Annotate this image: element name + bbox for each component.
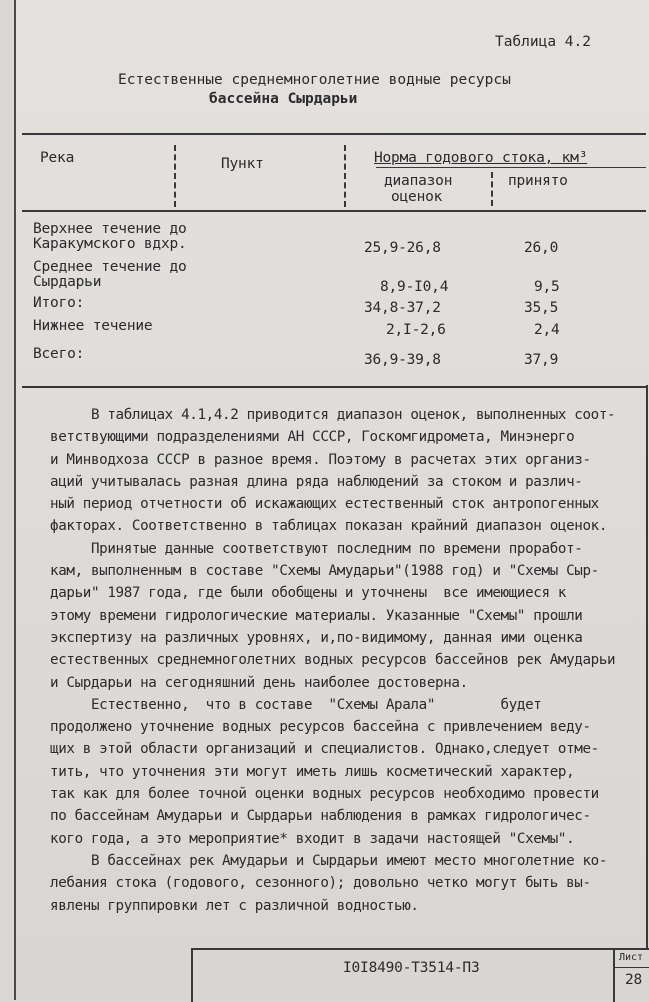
body-line: по бассейнам Амударьи и Сырдарьи наблюдения в рамках гидрологичес- [50, 808, 591, 825]
table-caption: Таблица 4.2 [494, 34, 591, 50]
header-point: Пункт [221, 156, 264, 172]
row-accepted: 26,0 [524, 240, 559, 256]
table-title-line-1: Естественные среднемноголетние водные ресурсы [118, 72, 511, 88]
row-label-cont: Каракумского вдхр. [33, 236, 187, 252]
body-text [50, 404, 646, 917]
body-line: кам, выполненным в составе "Схемы Амударьи"(1988 год) и "Схемы Сыр- [50, 563, 599, 580]
body-line: Естественно, что в составе "Схемы Арала" будет [50, 696, 542, 713]
row-range: 8,9-I0,4 [380, 279, 449, 295]
row-label: Верхнее течение до [33, 221, 187, 237]
header-river: Река [40, 150, 75, 166]
header-range-2: оценок [391, 189, 443, 205]
column-divider-1 [174, 145, 176, 207]
norm-subheader-rule [376, 167, 646, 168]
body-line: В таблицах 4.1,4.2 приводится диапазон оценок, выполненных соот- [50, 407, 616, 423]
header-range: диапазон [384, 173, 453, 189]
row-label: Итого: [33, 295, 85, 311]
body-line: ветствующими подразделениями АН СССР, Госкомгидромета, Минэнерго [50, 429, 575, 446]
body-line: тить, что уточнения эти могут иметь лишь косметический характер, [50, 763, 575, 780]
sheet-label: Лист [619, 952, 644, 963]
body-line: лебания стока (годового, сезонного); довольно четко могут быть вы- [50, 875, 591, 892]
row-label: Всего: [33, 346, 85, 362]
sheet-number: 28 [625, 972, 643, 988]
document-page [14, 0, 649, 1000]
row-label: Среднее течение до [33, 259, 187, 275]
title-block [191, 948, 649, 1002]
header-accepted: принято [508, 173, 568, 189]
body-line: факторах. Соответственно в таблицах показан крайний диапазон оценок. [50, 518, 608, 535]
row-accepted: 2,4 [534, 322, 560, 338]
row-range: 34,8-37,2 [364, 300, 441, 316]
table-bottom-rule [22, 386, 646, 388]
body-line: Принятые данные соответствуют последним по времени проработ- [50, 540, 583, 557]
row-accepted: 9,5 [534, 279, 560, 295]
body-line: продолжено уточнение водных ресурсов бассейна с привлечением веду- [50, 719, 591, 736]
row-range: 36,9-39,8 [364, 352, 441, 368]
body-line: и Сырдарьи на сегодняшний день наиболее достоверна. [50, 674, 468, 691]
body-line: дарьи" 1987 года, где были обобщены и уточнены все имеющиеся к [50, 585, 567, 602]
column-divider-3 [491, 172, 493, 206]
body-line: естественных среднемноголетних водных ресурсов бассейнов рек Амударьи [50, 652, 616, 669]
body-line: аций учитывалась разная длина ряда наблюдений за стоком и различ- [50, 473, 583, 490]
body-line: этому времени гидрологические материалы. Указанные "Схемы" прошли [50, 607, 583, 624]
body-line: щих в этой области организаций и специалистов. Однако,следует отме- [50, 741, 599, 758]
body-line: ный период отчетности об искажающих естественный сток антропогенных [50, 496, 599, 513]
body-line: и Минводхоза СССР в разное время. Поэтому в расчетах этих организ- [50, 451, 591, 468]
sheet-box-rule [615, 967, 649, 968]
body-line: явлены группировки лет с различной водностью. [50, 897, 419, 914]
table-top-rule [22, 133, 646, 135]
table-title-line-2: бассейна Сырдарьи [209, 91, 358, 107]
table-header-rule [22, 210, 646, 212]
row-range: 25,9-26,8 [364, 240, 441, 256]
row-range: 2,I-2,6 [386, 322, 446, 338]
body-line: экспертизу на различных уровнях, и,по-видимому, данная ими оценка [50, 629, 583, 646]
sheet-box [613, 950, 649, 1002]
body-line: В бассейнах рек Амударьи и Сырдарьи имеют место многолетние ко- [50, 852, 608, 869]
body-line: кого года, а это мероприятие* входит в задачи настоящей "Схемы". [50, 830, 575, 847]
column-divider-2 [344, 145, 346, 207]
frame-right-rule [646, 385, 648, 948]
row-accepted: 37,9 [524, 352, 559, 368]
row-label-cont: Сырдарьи [33, 274, 102, 290]
row-accepted: 35,5 [524, 300, 559, 316]
body-line: так как для более точной оценки водных ресурсов необходимо провести [50, 786, 599, 803]
header-norm: Норма годового стока, км³ [374, 150, 588, 166]
row-label: Нижнее течение [33, 318, 153, 334]
document-code: I0I8490-Т3514-П3 [343, 960, 480, 976]
